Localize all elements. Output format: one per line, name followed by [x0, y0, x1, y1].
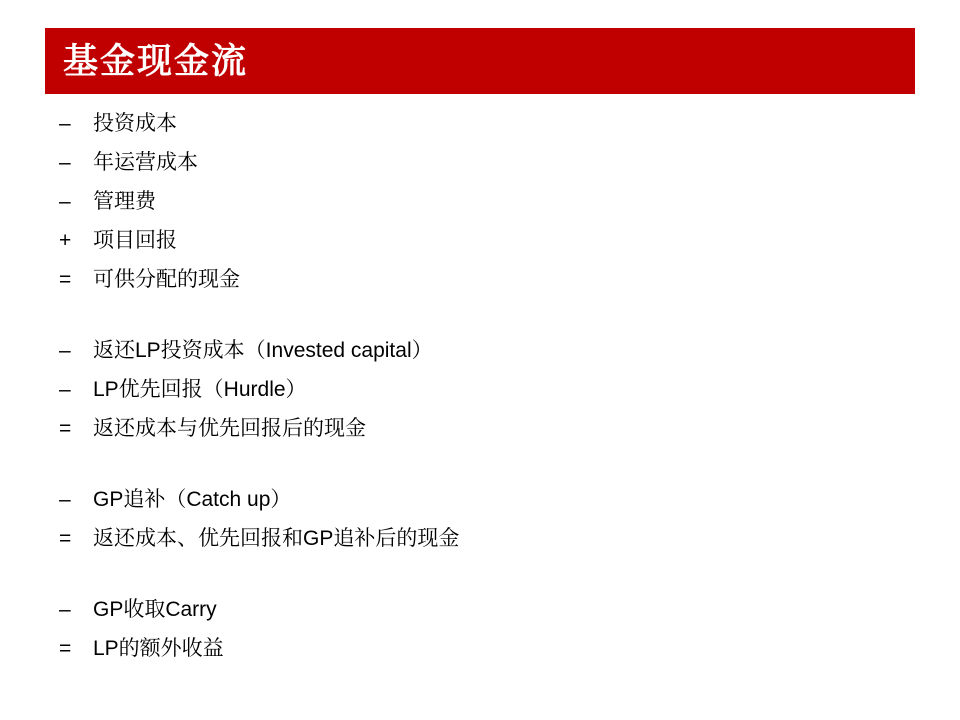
list-item [45, 519, 925, 558]
line-marker: – [59, 112, 71, 135]
line-text: 项目回报 [93, 229, 177, 252]
line-text: LP的额外收益 [93, 637, 224, 660]
cashflow-group [45, 104, 925, 299]
line-text: LP优先回报（Hurdle） [93, 378, 307, 401]
line-marker: – [59, 488, 71, 511]
list-item [45, 221, 925, 260]
slide-body [45, 104, 925, 668]
line-text: 投资成本 [93, 112, 177, 135]
line-marker: – [59, 151, 71, 174]
line-text: 年运营成本 [93, 151, 198, 174]
line-marker: – [59, 378, 71, 401]
list-item [45, 182, 925, 221]
line-marker: – [59, 190, 71, 213]
line-text: GP收取Carry [93, 598, 217, 621]
line-marker: = [59, 527, 72, 550]
line-marker: – [59, 598, 71, 621]
line-marker: = [59, 417, 72, 440]
line-text: 返还成本与优先回报后的现金 [93, 417, 366, 440]
line-marker: = [59, 268, 72, 291]
list-item [45, 143, 925, 182]
slide-title-bar [45, 28, 915, 94]
line-marker: + [59, 229, 72, 252]
line-text: 返还LP投资成本（Invested capital） [93, 339, 433, 362]
list-item [45, 331, 925, 370]
cashflow-group [45, 331, 925, 448]
list-item [45, 590, 925, 629]
line-text: 可供分配的现金 [93, 268, 240, 291]
page-title: 基金现金流 [63, 41, 249, 81]
list-item [45, 104, 925, 143]
line-marker: = [59, 637, 72, 660]
list-item [45, 409, 925, 448]
cashflow-group [45, 590, 925, 668]
line-text: 返还成本、优先回报和GP追补后的现金 [93, 527, 460, 550]
cashflow-group [45, 480, 925, 558]
list-item [45, 480, 925, 519]
line-text: 管理费 [93, 190, 156, 213]
list-item [45, 629, 925, 668]
line-text: GP追补（Catch up） [93, 488, 292, 511]
list-item [45, 370, 925, 409]
list-item [45, 260, 925, 299]
line-marker: – [59, 339, 71, 362]
